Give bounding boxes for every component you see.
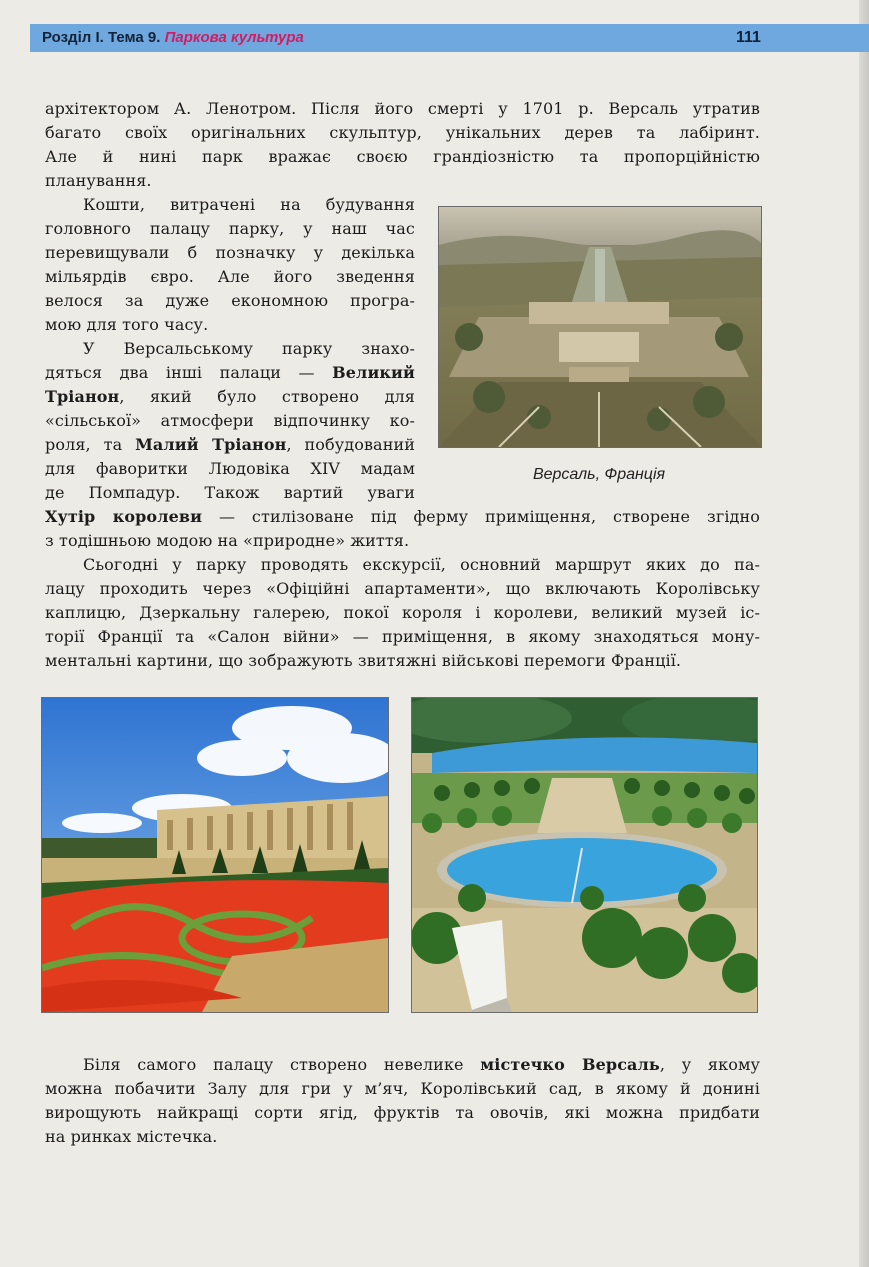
text-line: архітектором А. Ленотром. Після його смерті у 1701 р. Версаль утратив xyxy=(45,99,760,118)
text-line: мільярдів євро. Але його зведення xyxy=(45,267,415,286)
text-line: торії Франції та «Салон війни» — приміщення, в якому знаходяться мону- xyxy=(45,627,760,646)
text-line: мою для того часу. xyxy=(45,315,209,334)
palace-garden-photo xyxy=(41,697,389,1013)
text-line: велося за дуже економною програ- xyxy=(45,291,415,310)
page-number: 111 xyxy=(736,29,761,46)
text-fragment: , у якому xyxy=(659,1055,760,1074)
header-section xyxy=(42,24,304,52)
topic-title: Паркова культура xyxy=(164,29,304,46)
text-line: лацу проходить через «Офіційні апартаменти», що включають Королівську xyxy=(45,579,760,598)
versailles-town-label: містечко Версаль xyxy=(480,1055,660,1074)
queens-hamlet-label: Хутір королеви xyxy=(45,507,203,526)
text-line: «сільської» атмосфери відпочинку ко- xyxy=(45,411,415,430)
text-line: вирощують найкращі сорти ягід, фруктів та овочів, які можна придбати xyxy=(45,1103,760,1122)
text-line: ментальні картини, що зображують звитяжні військові перемоги Франції. xyxy=(45,651,682,670)
text-line xyxy=(45,361,415,385)
text-line: головного палацу парку, у наш час xyxy=(45,219,415,238)
page-edge xyxy=(859,0,869,1267)
text-line: для фаворитки Людовіка XIV мадам xyxy=(45,459,415,478)
paragraph-excursions xyxy=(45,553,760,673)
text-line: можна побачити Залу для гри у м’яч, Королівський сад, в якому й донині xyxy=(45,1079,760,1098)
text-line: де Помпадур. Також вартий уваги xyxy=(45,483,415,502)
great-trianon-label-end: Тріанон xyxy=(45,387,120,406)
text-fragment: дяться два інші палаци — xyxy=(45,363,333,382)
text-fragment: — стилізоване під ферму приміщення, створене згідно xyxy=(202,507,760,526)
paragraph-intro xyxy=(45,97,760,193)
text-fragment: Біля самого палацу створено невелике xyxy=(83,1055,481,1074)
text-line xyxy=(45,1053,760,1077)
text-line xyxy=(45,505,760,529)
paragraph-costs xyxy=(45,193,415,337)
text-line xyxy=(45,433,415,457)
petit-trianon-label: Малий Тріанон xyxy=(135,435,287,454)
text-line: перевищували б позначку у декілька xyxy=(45,243,415,262)
great-trianon-label: Великий xyxy=(332,363,415,382)
text-line: У Версальському парку знахо- xyxy=(83,339,415,358)
text-line: Кошти, витрачені на будування xyxy=(83,195,415,214)
text-line: планування. xyxy=(45,171,152,190)
text-fragment: роля, та xyxy=(45,435,136,454)
text-line: Але й нині парк вражає своєю грандіозністю та пропорційністю xyxy=(45,147,760,166)
section-label: Розділ I. Тема 9. xyxy=(42,29,161,46)
text-line xyxy=(45,385,415,409)
text-line: каплицю, Дзеркальну галерею, покої короля і королеви, великий музей іс- xyxy=(45,603,760,622)
page-header xyxy=(30,24,869,52)
text-line: Сьогодні у парку проводять екскурсії, основний маршрут яких до па- xyxy=(83,555,760,574)
text-line: з тодішньою модою на «природне» життя. xyxy=(45,531,410,550)
text-line: на ринках містечка. xyxy=(45,1127,218,1146)
text-fragment: , який було створено для xyxy=(119,387,415,406)
text-fragment: , побудований xyxy=(286,435,415,454)
text-line: багато своїх оригінальних скульптур, унікальних дерев та лабіринт. xyxy=(45,123,760,142)
paragraph-town xyxy=(45,1053,760,1149)
versailles-aerial-photo xyxy=(438,206,762,448)
orangerie-pond-photo xyxy=(411,697,758,1013)
figure-caption: Версаль, Франція xyxy=(532,466,666,483)
